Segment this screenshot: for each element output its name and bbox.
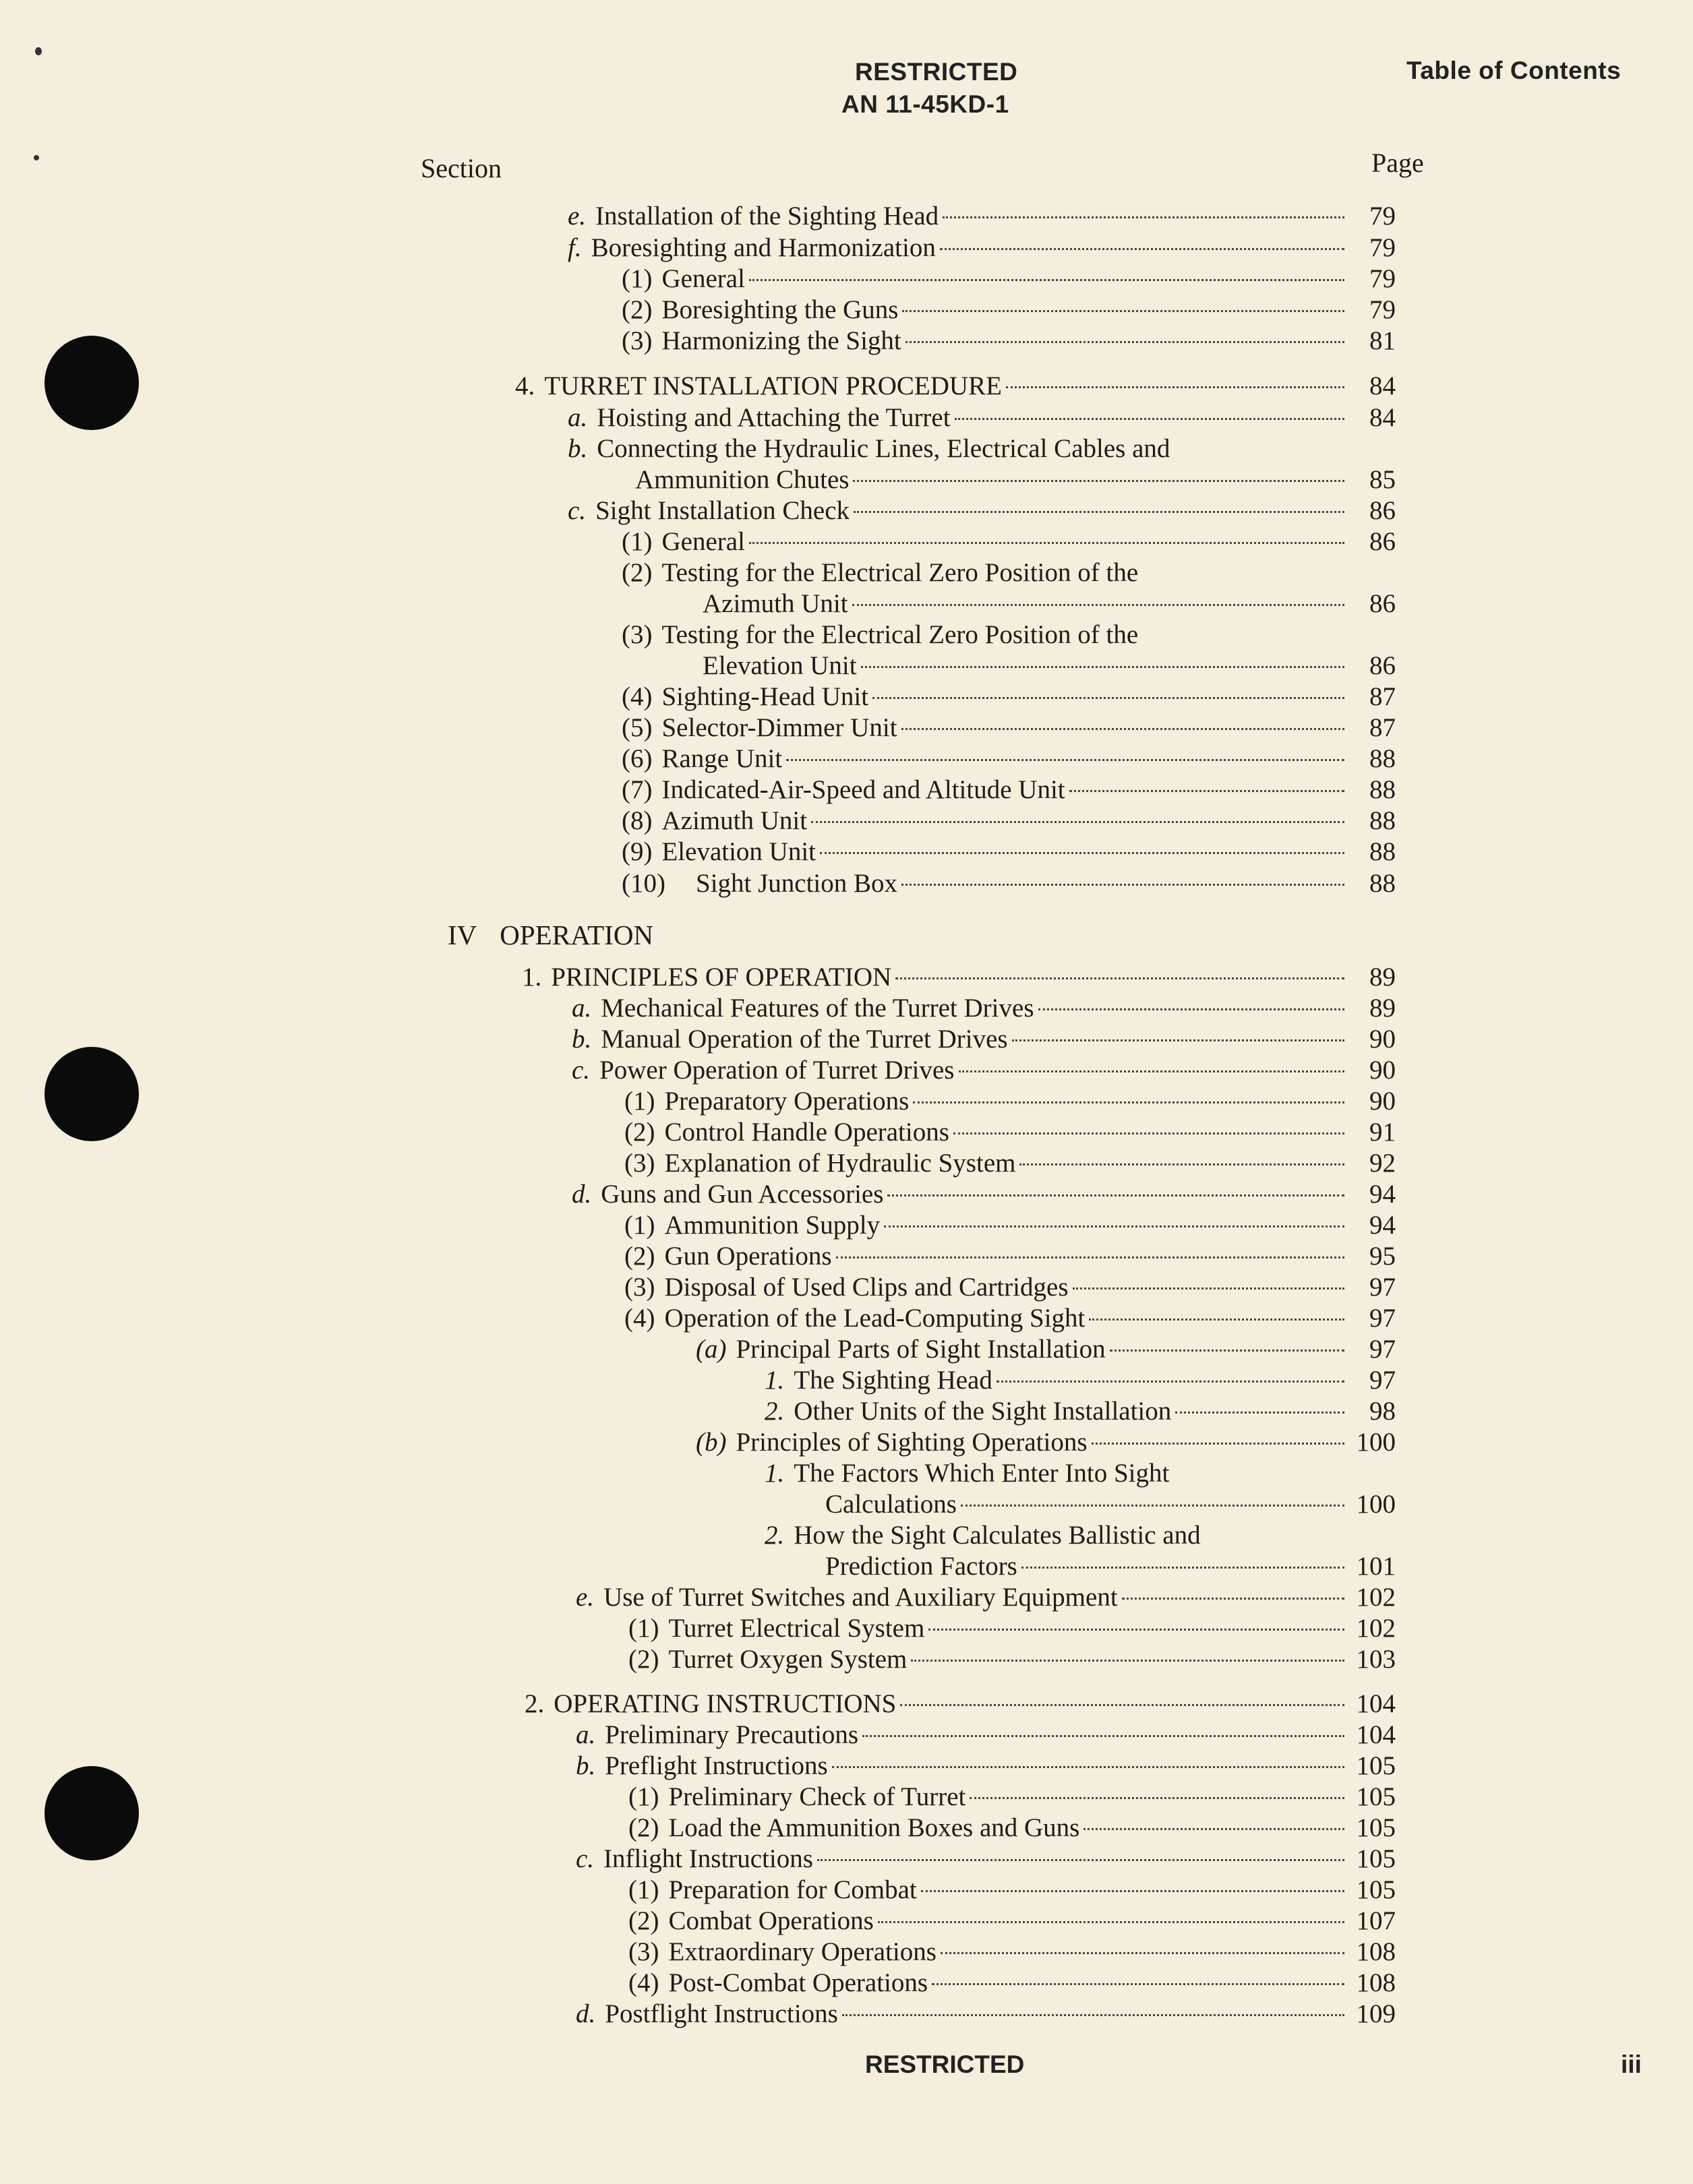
- toc-entry-marker: d.: [572, 1180, 592, 1209]
- toc-leader-dots: [1069, 790, 1344, 792]
- toc-entry-page-number: 100: [1356, 1428, 1396, 1457]
- toc-entry-title: The Sighting Head: [794, 1366, 992, 1395]
- toc-leader-dots: [911, 1660, 1344, 1662]
- toc-entry-title: Extraordinary Operations: [668, 1937, 937, 1966]
- toc-entry-title: OPERATION: [500, 919, 654, 950]
- toc-entry-marker: (4): [622, 682, 653, 711]
- toc-leader-dots: [1089, 1318, 1344, 1321]
- toc-entry: [576, 1582, 1396, 1613]
- toc-entry: [576, 1720, 1396, 1751]
- toc-entry-title: Installation of the Sighting Head: [595, 202, 939, 231]
- toc-entry-title: Disposal of Used Clips and Cartridges: [664, 1273, 1069, 1302]
- toc-entry-title: Boresighting the Guns: [661, 295, 899, 324]
- toc-leader-dots: [854, 511, 1344, 513]
- toc-entry: [624, 1148, 1396, 1179]
- toc-entry-marker: 2.: [765, 1397, 785, 1426]
- toc-entry-marker: c.: [572, 1056, 591, 1085]
- toc-entry-page-number: 109: [1356, 1999, 1396, 2028]
- toc-leader-dots: [1006, 386, 1344, 388]
- toc-entry-page-number: 103: [1356, 1645, 1396, 1674]
- toc-leader-dots: [902, 310, 1344, 312]
- toc-entry-marker: (a): [696, 1335, 727, 1364]
- toc-entry-marker: c.: [576, 1844, 595, 1873]
- toc-entry-marker: (4): [624, 1304, 655, 1333]
- toc-entry-title: Explanation of Hydraulic System: [664, 1149, 1016, 1178]
- toc-leader-dots: [861, 666, 1344, 668]
- binder-hole-top: [44, 336, 139, 430]
- toc-entry: [568, 433, 1170, 464]
- toc-entry-page-number: 86: [1369, 527, 1396, 556]
- toc-leader-dots: [901, 728, 1344, 730]
- toc-entry: [703, 650, 1396, 681]
- toc-entry-page-number: 105: [1356, 1875, 1396, 1904]
- toc-entry: [525, 1689, 1396, 1720]
- toc-entry-page-number: 101: [1356, 1552, 1396, 1581]
- toc-entry-marker: 1.: [765, 1459, 785, 1488]
- toc-leader-dots: [955, 418, 1344, 420]
- toc-entry-page-number: 108: [1356, 1937, 1396, 1966]
- toc-leader-dots: [900, 1704, 1344, 1706]
- toc-leader-dots: [1083, 1828, 1344, 1830]
- toc-entry-page-number: 98: [1369, 1397, 1396, 1426]
- toc-entry: [696, 1427, 1396, 1458]
- toc-entry: [624, 1086, 1396, 1117]
- toc-entry-marker: (1): [628, 1875, 659, 1904]
- toc-entry-title: Inflight Instructions: [603, 1844, 813, 1873]
- toc-entry: [628, 1906, 1396, 1937]
- toc-entry-title: Preliminary Check of Turret: [668, 1782, 966, 1811]
- toc-entry: [622, 295, 1396, 326]
- toc-entry: [624, 1272, 1396, 1303]
- toc-entry-marker: 2.: [765, 1521, 785, 1550]
- toc-entry-title: TURRET INSTALLATION PROCEDURE: [544, 371, 1002, 400]
- toc-entry-page-number: 87: [1369, 682, 1396, 711]
- toc-entry-title: Sight Installation Check: [595, 496, 850, 525]
- toc-entry: [622, 837, 1396, 868]
- toc-entry-marker: a.: [568, 403, 588, 432]
- toc-entry-title: Boresighting and Harmonization: [591, 233, 936, 262]
- toc-entry-marker: IV: [448, 919, 477, 950]
- toc-entry-marker: 1.: [765, 1366, 785, 1395]
- toc-entry-title: Operation of the Lead-Computing Sight: [664, 1304, 1086, 1333]
- toc-entry-title: Ammunition Chutes: [635, 465, 850, 494]
- toc-entry-title: Hoisting and Attaching the Turret: [597, 403, 951, 432]
- toc-entry: [622, 526, 1396, 557]
- toc-entry-marker: (3): [624, 1149, 655, 1178]
- toc-entry-marker: (2): [624, 1118, 655, 1147]
- toc-entry-title: PRINCIPLES OF OPERATION: [551, 963, 892, 992]
- toc-leader-dots: [941, 1952, 1344, 1954]
- toc-entry: [568, 233, 1396, 264]
- toc-entry-page-number: 105: [1356, 1813, 1396, 1842]
- toc-entry-title: Indicated-Air-Speed and Altitude Unit: [661, 775, 1065, 804]
- toc-entry-marker: (2): [628, 1906, 659, 1935]
- toc-entry-title: General: [661, 264, 745, 293]
- binder-hole-middle: [44, 1047, 139, 1141]
- toc-entry-page-number: 97: [1369, 1273, 1396, 1302]
- toc-entry-marker: b.: [572, 1025, 592, 1054]
- toc-entry: [572, 1055, 1396, 1086]
- toc-entry-title: Power Operation of Turret Drives: [599, 1056, 955, 1085]
- toc-entry-title: Mechanical Features of the Turret Drives: [601, 994, 1034, 1023]
- toc-entry-page-number: 90: [1369, 1056, 1396, 1085]
- toc-entry-title: Testing for the Electrical Zero Position of the: [661, 620, 1139, 649]
- toc-entry-page-number: 92: [1369, 1149, 1396, 1178]
- toc-entry-title: Other Units of the Sight Installation: [794, 1397, 1172, 1426]
- toc-leader-dots: [1073, 1287, 1345, 1290]
- toc-leader-dots: [1012, 1039, 1344, 1041]
- toc-entry-title: Preliminary Precautions: [605, 1720, 859, 1749]
- toc-entry-title: Sighting-Head Unit: [661, 682, 869, 711]
- toc-entry-marker: d.: [576, 1999, 596, 2028]
- toc-entry: [572, 1024, 1396, 1055]
- toc-leader-dots: [901, 884, 1344, 886]
- toc-entry-page-number: 87: [1369, 713, 1396, 742]
- toc-entry: [765, 1458, 1169, 1489]
- toc-entry-marker: (3): [624, 1273, 655, 1302]
- toc-entry-page-number: 88: [1369, 744, 1396, 773]
- toc-entry: [576, 1999, 1396, 2030]
- toc-entry-marker: (4): [628, 1968, 659, 1997]
- toc-entry-marker: f.: [568, 233, 582, 262]
- toc-entry-page-number: 81: [1369, 326, 1396, 355]
- toc-leader-dots: [959, 1070, 1345, 1072]
- toc-entry-title: Principles of Sighting Operations: [736, 1428, 1088, 1457]
- toc-entry-marker: 4.: [515, 371, 535, 400]
- toc-leader-dots: [1110, 1349, 1344, 1352]
- toc-entry: [622, 557, 1138, 588]
- toc-entry-title: Sight Junction Box: [696, 869, 898, 898]
- toc-entry: [572, 1179, 1396, 1210]
- toc-leader-dots: [1038, 1008, 1345, 1010]
- toc-entry-title: Ammunition Supply: [664, 1211, 881, 1240]
- binder-hole-bottom: [44, 1766, 139, 1860]
- toc-leader-dots: [862, 1735, 1344, 1737]
- toc-entry-page-number: 90: [1369, 1025, 1396, 1054]
- toc-entry-title: Testing for the Electrical Zero Position of the: [661, 558, 1139, 587]
- toc-entry: [628, 1782, 1396, 1813]
- toc-leader-dots: [1021, 1567, 1344, 1569]
- toc-entry: [622, 326, 1396, 357]
- toc-leader-dots: [817, 1859, 1344, 1861]
- toc-entry-title: Turret Oxygen System: [668, 1645, 908, 1674]
- footer-restricted: RESTRICTED: [865, 2051, 1025, 2078]
- toc-leader-dots: [872, 697, 1344, 699]
- footer-page-number: iii: [1621, 2051, 1642, 2078]
- toc-entry: [628, 1613, 1396, 1644]
- toc-leader-dots: [836, 1256, 1344, 1258]
- toc-entry-marker: (2): [628, 1645, 659, 1674]
- toc-entry-marker: (2): [628, 1813, 659, 1842]
- toc-leader-dots: [853, 480, 1344, 482]
- toc-entry: [628, 1875, 1396, 1906]
- toc-entry-marker: (2): [622, 558, 653, 587]
- toc-entry-page-number: 88: [1369, 775, 1396, 804]
- toc-entry-title: Selector-Dimmer Unit: [661, 713, 897, 742]
- toc-entry: [622, 868, 1396, 899]
- toc-entry: [628, 1813, 1396, 1844]
- toc-leader-dots: [811, 821, 1344, 823]
- toc-entry-marker: 1.: [522, 963, 542, 992]
- toc-entry-marker: (2): [622, 295, 653, 324]
- toc-leader-dots: [953, 1132, 1344, 1134]
- scan-speck: [35, 47, 42, 55]
- toc-entry: [825, 1489, 1396, 1520]
- toc-entry-page-number: 108: [1356, 1968, 1396, 1997]
- toc-entry-title: Connecting the Hydraulic Lines, Electrical Cables and: [597, 434, 1170, 463]
- toc-entry-page-number: 88: [1369, 837, 1396, 866]
- toc-leader-dots: [940, 248, 1344, 250]
- toc-entry-title: General: [661, 527, 745, 556]
- toc-entry: [522, 962, 1396, 993]
- toc-entry-title: Control Handle Operations: [664, 1118, 949, 1147]
- toc-entry-page-number: 85: [1369, 465, 1396, 494]
- toc-entry: [624, 1303, 1396, 1334]
- toc-entry-marker: b.: [568, 434, 588, 463]
- toc-entry-marker: (3): [628, 1937, 659, 1966]
- toc-entry: [622, 712, 1396, 744]
- toc-entry-page-number: 84: [1369, 403, 1396, 432]
- toc-entry-marker: (2): [624, 1242, 655, 1271]
- toc-entry: [624, 1241, 1396, 1272]
- toc-entry-marker: a.: [576, 1720, 596, 1749]
- toc-leader-dots: [913, 1101, 1344, 1103]
- toc-entry: [572, 993, 1396, 1024]
- toc-entry: [448, 919, 653, 950]
- toc-entry-title: Prediction Factors: [825, 1552, 1017, 1581]
- toc-entry: [635, 464, 1396, 495]
- toc-entry-title: Calculations: [825, 1490, 957, 1519]
- toc-entry-page-number: 100: [1356, 1490, 1396, 1519]
- toc-entry: [628, 1937, 1396, 1968]
- toc-leader-dots: [749, 542, 1344, 544]
- toc-entry: [696, 1334, 1396, 1365]
- toc-leader-dots: [1092, 1443, 1344, 1445]
- toc-entry-title: Post-Combat Operations: [668, 1968, 928, 1997]
- toc-entry-marker: (6): [622, 744, 653, 773]
- toc-entry-page-number: 84: [1369, 371, 1396, 400]
- toc-leader-dots: [1175, 1412, 1344, 1414]
- toc-entry: [622, 619, 1138, 650]
- toc-leader-dots: [895, 977, 1344, 979]
- toc-entry: [624, 1210, 1396, 1241]
- header-table-of-contents: Table of Contents: [1406, 57, 1622, 84]
- toc-entry-title: Principal Parts of Sight Installation: [736, 1335, 1106, 1364]
- toc-entry-title: Elevation Unit: [661, 837, 816, 866]
- toc-entry-title: Combat Operations: [668, 1906, 874, 1935]
- toc-entry-page-number: 102: [1356, 1583, 1396, 1612]
- toc-entry: [765, 1365, 1396, 1396]
- toc-leader-dots: [1019, 1163, 1344, 1165]
- toc-leader-dots: [928, 1629, 1344, 1631]
- toc-entry-page-number: 102: [1356, 1614, 1396, 1643]
- toc-entry: [622, 775, 1396, 806]
- toc-entry-title: Preparation for Combat: [668, 1875, 917, 1904]
- toc-entry-page-number: 105: [1356, 1844, 1396, 1873]
- toc-entry-marker: (5): [622, 713, 653, 742]
- toc-entry: [515, 371, 1396, 402]
- toc-entry-title: Elevation Unit: [703, 651, 857, 680]
- toc-entry: [568, 402, 1396, 433]
- header-doc-number: AN 11-45KD-1: [841, 90, 1009, 118]
- toc-entry-page-number: 94: [1369, 1180, 1396, 1209]
- toc-leader-dots: [997, 1381, 1344, 1383]
- toc-entry-page-number: 97: [1369, 1366, 1396, 1395]
- toc-leader-dots: [878, 1921, 1344, 1923]
- toc-entry-marker: e.: [568, 202, 587, 231]
- scan-speck: [34, 155, 39, 160]
- toc-entry-marker: (7): [622, 775, 653, 804]
- toc-entry-page-number: 79: [1369, 295, 1396, 324]
- toc-leader-dots: [842, 2014, 1344, 2016]
- toc-entry-page-number: 97: [1369, 1304, 1396, 1333]
- toc-entry-page-number: 97: [1369, 1335, 1396, 1364]
- toc-entry-title: Azimuth Unit: [661, 806, 808, 835]
- toc-entry-title: Harmonizing the Sight: [661, 326, 901, 355]
- toc-entry-title: Preparatory Operations: [664, 1087, 910, 1116]
- toc-entry: [622, 264, 1396, 295]
- toc-entry: [622, 744, 1396, 775]
- toc-entry-title: Use of Turret Switches and Auxiliary Equipment: [603, 1583, 1118, 1612]
- toc-entry-page-number: 86: [1369, 589, 1396, 618]
- toc-entry-title: How the Sight Calculates Ballistic and: [794, 1521, 1201, 1550]
- toc-leader-dots: [884, 1225, 1344, 1227]
- toc-entry-page-number: 105: [1356, 1751, 1396, 1780]
- toc-entry-page-number: 91: [1369, 1118, 1396, 1147]
- toc-entry-marker: e.: [576, 1583, 595, 1612]
- toc-entry: [825, 1551, 1396, 1582]
- toc-entry-page-number: 104: [1356, 1689, 1396, 1718]
- toc-entry: [576, 1844, 1396, 1875]
- toc-entry: [576, 1751, 1396, 1782]
- toc-entry-marker: (3): [622, 620, 653, 649]
- toc-entry-title: Turret Electrical System: [668, 1614, 925, 1643]
- toc-entry-title: Postflight Instructions: [605, 1999, 838, 2028]
- toc-entry: [568, 495, 1396, 526]
- toc-leader-dots: [970, 1797, 1344, 1799]
- toc-leader-dots: [943, 216, 1344, 218]
- toc-leader-dots: [887, 1194, 1344, 1196]
- toc-entry-marker: (1): [628, 1782, 659, 1811]
- toc-entry-page-number: 104: [1356, 1720, 1396, 1749]
- toc-entry-title: Range Unit: [661, 744, 783, 773]
- toc-entry-page-number: 86: [1369, 496, 1396, 525]
- toc-entry-marker: (1): [628, 1614, 659, 1643]
- toc-leader-dots: [921, 1890, 1344, 1892]
- toc-entry-marker: a.: [572, 994, 592, 1023]
- toc-entry-title: OPERATING INSTRUCTIONS: [554, 1689, 897, 1718]
- column-header-section: Section: [421, 153, 502, 183]
- toc-leader-dots: [961, 1505, 1344, 1507]
- toc-entry-title: Guns and Gun Accessories: [601, 1180, 884, 1209]
- toc-entry-page-number: 90: [1369, 1087, 1396, 1116]
- toc-entry: [628, 1644, 1396, 1675]
- toc-entry-page-number: 88: [1369, 869, 1396, 898]
- toc-entry-page-number: 79: [1369, 233, 1396, 262]
- toc-entry: [765, 1520, 1201, 1551]
- toc-entry-page-number: 88: [1369, 806, 1396, 835]
- toc-entry-marker: c.: [568, 496, 587, 525]
- toc-entry: [765, 1396, 1396, 1427]
- toc-entry-title: Gun Operations: [664, 1242, 832, 1271]
- header-restricted: RESTRICTED: [855, 58, 1018, 86]
- toc-entry: [628, 1968, 1396, 1999]
- toc-entry-marker: (1): [624, 1211, 655, 1240]
- toc-leader-dots: [932, 1983, 1344, 1985]
- toc-entry-marker: (8): [622, 806, 653, 835]
- toc-entry-page-number: 107: [1356, 1906, 1396, 1935]
- toc-entry-marker: (9): [622, 837, 653, 866]
- toc-entry-page-number: 86: [1369, 651, 1396, 680]
- toc-entry-marker: b.: [576, 1751, 596, 1780]
- toc-entry-page-number: 79: [1369, 202, 1396, 231]
- toc-leader-dots: [749, 279, 1344, 281]
- toc-entry-title: Manual Operation of the Turret Drives: [601, 1025, 1008, 1054]
- toc-entry-marker: (1): [624, 1087, 655, 1116]
- toc-entry-page-number: 89: [1369, 994, 1396, 1023]
- toc-entry-marker: 2.: [525, 1689, 545, 1718]
- toc-entry-marker: (3): [622, 326, 653, 355]
- column-header-page: Page: [1371, 148, 1424, 178]
- toc-leader-dots: [905, 341, 1344, 343]
- toc-entry-title: The Factors Which Enter Into Sight: [794, 1459, 1170, 1488]
- toc-leader-dots: [820, 852, 1344, 854]
- toc-entry-marker: (1): [622, 264, 653, 293]
- toc-entry: [703, 588, 1396, 619]
- toc-entry-marker: (10): [622, 869, 665, 898]
- toc-leader-dots: [852, 604, 1344, 606]
- toc-entry: [622, 806, 1396, 837]
- toc-entry-page-number: 79: [1369, 264, 1396, 293]
- toc-entry-page-number: 94: [1369, 1211, 1396, 1240]
- toc-entry-marker: (b): [696, 1428, 727, 1457]
- toc-entry: [624, 1117, 1396, 1148]
- toc-leader-dots: [1122, 1598, 1344, 1600]
- toc-entry-title: Preflight Instructions: [605, 1751, 828, 1780]
- toc-entry-title: Azimuth Unit: [703, 589, 848, 618]
- toc-entry-page-number: 95: [1369, 1242, 1396, 1271]
- toc-entry-marker: (1): [622, 527, 653, 556]
- toc-entry-page-number: 89: [1369, 963, 1396, 992]
- toc-entry-title: Load the Ammunition Boxes and Guns: [668, 1813, 1080, 1842]
- toc-entry: [568, 201, 1396, 232]
- toc-entry-page-number: 105: [1356, 1782, 1396, 1811]
- toc-leader-dots: [786, 759, 1344, 761]
- toc-entry: [622, 681, 1396, 712]
- toc-leader-dots: [832, 1766, 1344, 1768]
